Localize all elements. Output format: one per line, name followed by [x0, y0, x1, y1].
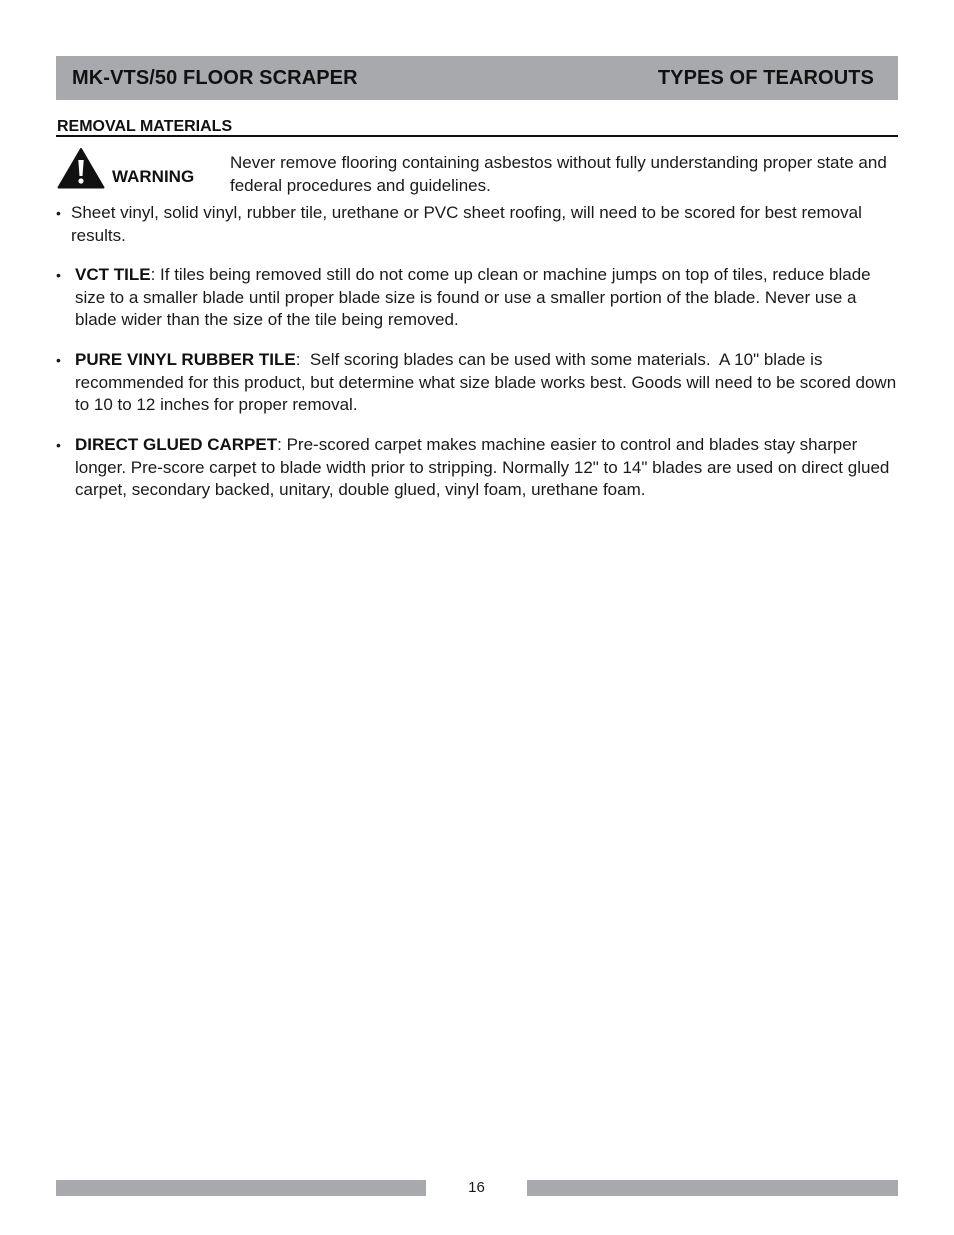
warning-text: Never remove flooring containing asbestos without fully understanding proper state and federal procedures and guidelines. — [230, 153, 887, 195]
list-item-text: PURE VINYL RUBBER TILE: Self scoring blades can be used with some materials. A 10" blade is recommended for this product, but determine what size blade works best. Goods will need to be scored down to 10 to 12 inches for proper removal. — [75, 350, 901, 415]
bullet-icon: • — [56, 437, 61, 453]
bullet-icon: • — [56, 267, 61, 283]
bullet-icon: • — [56, 352, 61, 368]
footer-bar-left — [56, 1180, 426, 1196]
footer-bar-right — [527, 1180, 898, 1196]
section-underline — [56, 135, 898, 137]
bullet-icon: • — [56, 205, 61, 221]
header-product-title: MK-VTS/50 FLOOR SCRAPER — [72, 67, 358, 89]
header-bar — [56, 56, 898, 100]
list-item-text: Sheet vinyl, solid vinyl, rubber tile, urethane or PVC sheet roofing, will need to be scored for best removal results. — [71, 203, 862, 245]
list-item-term: PURE VINYL RUBBER TILE — [75, 350, 296, 369]
header-section-title: TYPES OF TEAROUTS — [657, 67, 874, 89]
list-item-text: VCT TILE: If tiles being removed still do not come up clean or machine jumps on top of tiles, reduce blade size to a smaller blade until proper blade size is found or use a smaller portion of the blade. Never use a blade wider than the size of the tile being removed. — [75, 265, 871, 330]
warning-triangle-icon — [57, 147, 105, 189]
warning-label: WARNING — [112, 167, 195, 186]
page-number: 16 — [468, 1179, 485, 1196]
list-item-term: VCT TILE — [75, 265, 151, 284]
section-heading: REMOVAL MATERIALS — [57, 118, 233, 135]
warning-block — [56, 146, 898, 196]
list-item-text: DIRECT GLUED CARPET: Pre-scored carpet makes machine easier to control and blades stay sharper longer. Pre-score carpet to blade width prior to stripping. Normally 12" to 14" blades are used on direct glued carpet, secondary backed, unitary, double glued, vinyl foam, urethane foam. — [75, 435, 890, 500]
list-item-term: DIRECT GLUED CARPET — [75, 435, 278, 454]
